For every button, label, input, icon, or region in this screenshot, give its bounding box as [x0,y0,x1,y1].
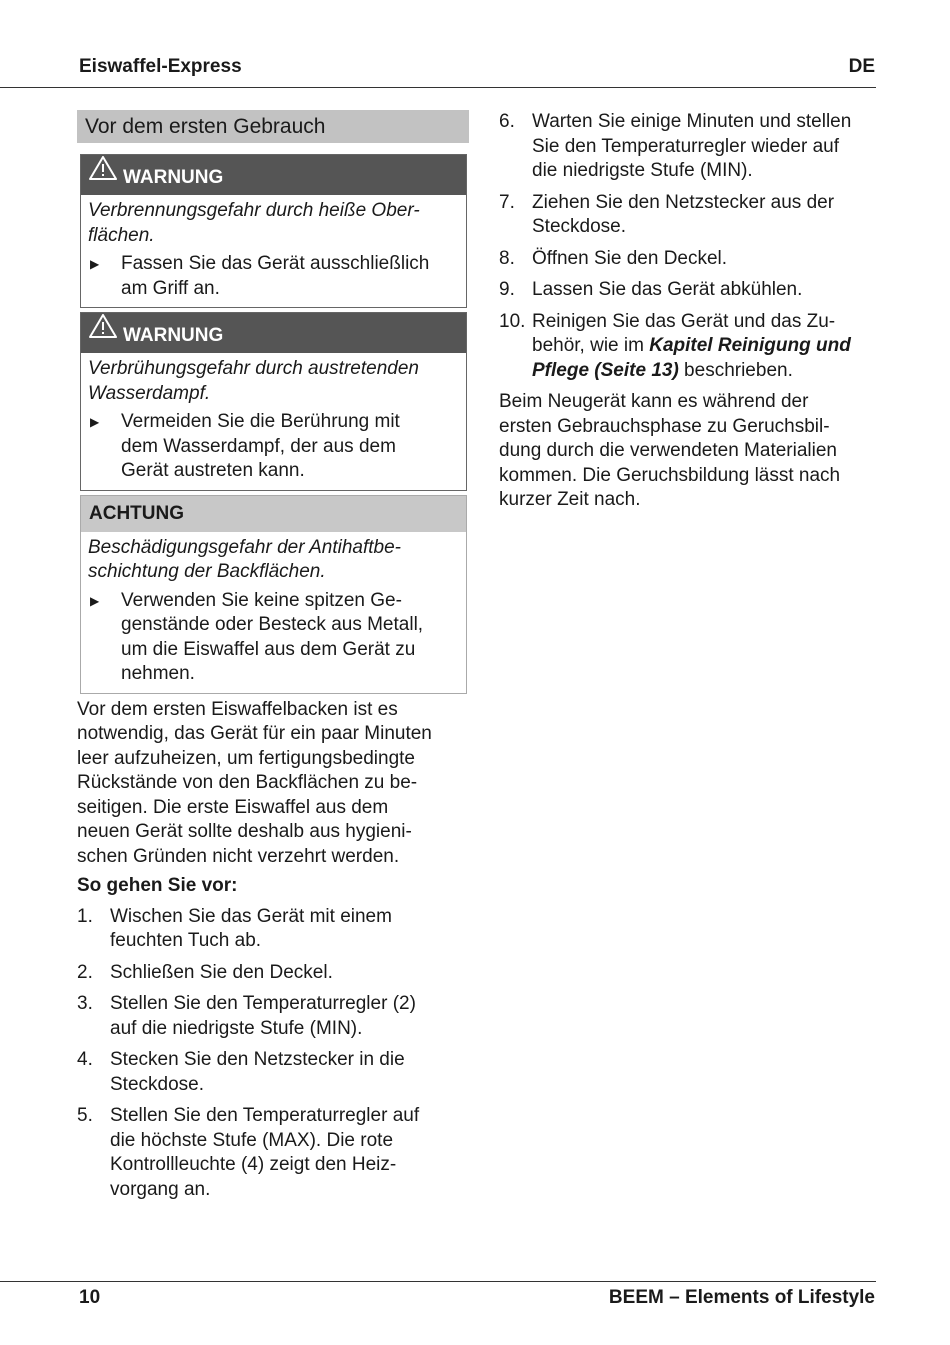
hazard-line: flächen. [88,224,155,246]
caution-box [80,495,467,694]
step-line: Wischen Sie das Gerät mit einem [110,905,392,927]
step-number: 2. [77,961,93,983]
hazard-line: Verbrühungsgefahr durch austretenden [88,358,419,379]
steps-list-right [499,110,884,383]
action-line: Vermeiden Sie die Berührung mit [121,411,400,432]
step-line: auf die niedrigste Stufe (MIN). [110,1017,363,1039]
step-line: die niedrigste Stufe (MIN). [532,160,753,181]
intro-line: leer aufzuheizen, um fertigungsbedingte [77,747,416,769]
step-line: Lassen Sie das Gerät abkühlen. [532,279,803,300]
closing-line: Beim Neugerät kann es während der [499,391,809,412]
step-line: Stecken Sie den Netzstecker in die [110,1049,405,1070]
step-number: 6. [499,111,515,132]
intro-line: Vor dem ersten Eiswaffelbacken ist es [77,698,398,720]
action-line: genstände oder Besteck aus Metall, [121,614,424,635]
action-item [88,589,458,687]
step-item [77,1104,469,1202]
action-line: Gerät austreten kann. [121,460,305,481]
step-item [77,1048,469,1097]
warning-box-burn [80,154,467,308]
step-number: 3. [77,993,93,1014]
caution-header [81,496,466,532]
header-title: Eiswaffel-Express [79,56,242,77]
action-line: am Griff an. [121,277,220,299]
bullet-triangle-icon: ▶ [90,257,100,271]
hazard-line: Wasserdampf. [88,382,211,404]
closing-line: kommen. Die Geruchsbildung lässt nach [499,464,841,486]
left-column [77,110,469,1209]
page-footer [79,1287,875,1311]
step-number: 7. [499,191,515,213]
action-line: dem Wasserdampf, der aus dem [121,435,396,457]
warning-header [81,155,466,195]
step-item [77,905,469,954]
step-number: 4. [77,1049,93,1070]
chapter-reference-link[interactable]: Kapitel Reinigung und [649,335,851,356]
step-line: Steckdose. [110,1073,204,1095]
steps-list-left [77,905,469,1203]
header-rule [0,87,876,88]
step-line: Ziehen Sie den Netzstecker aus der [532,191,835,213]
action-line: Fassen Sie das Gerät ausschließlich [121,253,430,274]
hazard-line: Beschädigungsgefahr der Antihaftbe- [88,536,402,558]
intro-line: schen Gründen nicht verzehrt werden. [77,845,400,867]
warning-header [81,313,466,353]
caution-label: ACHTUNG [89,502,184,524]
step-line: Stellen Sie den Temperaturregler (2) [110,993,416,1014]
caution-body [81,532,466,693]
action-line: Verwenden Sie keine spitzen Ge- [121,589,402,611]
step-item [499,110,884,184]
warning-label: WARNUNG [123,167,224,188]
step-number: 8. [499,247,515,269]
hazard-text [88,536,458,585]
intro-paragraph [77,698,469,870]
hazard-text [88,357,458,406]
closing-line: dung durch die verwendeten Materialien [499,440,837,461]
step-line: vorgang an. [110,1178,211,1200]
warning-triangle-icon [89,314,117,344]
step-line: die höchste Stufe (MAX). Die rote [110,1129,394,1151]
step-item [499,310,884,384]
warning-box-steam [80,312,467,491]
page-header [79,56,875,80]
warning-body [81,195,466,307]
intro-line: notwendig, das Gerät für ein paar Minuten [77,723,432,744]
footer-brand: BEEM – Elements of Lifestyle [608,1287,875,1308]
step-line: Reinigen Sie das Gerät und das Zu- [532,310,836,332]
hazard-line: schichtung der Backflächen. [88,561,326,582]
step-item [77,992,469,1041]
step-line: Schließen Sie den Deckel. [110,961,333,983]
section-title: Vor dem ersten Gebrauch [77,110,469,143]
header-language: DE [848,56,875,77]
intro-line: seitigen. Die erste Eiswaffel aus dem [77,796,389,818]
step-text: behör, wie im [532,335,650,356]
step-number: 5. [77,1105,93,1126]
warning-label: WARNUNG [123,325,224,346]
step-line: Öffnen Sie den Deckel. [532,247,728,269]
step-line: Steckdose. [532,216,626,237]
step-item [499,278,884,303]
step-text: beschrieben. [678,359,793,381]
step-line: Kontrollleuchte (4) zeigt den Heiz- [110,1154,397,1175]
step-line: Stellen Sie den Temperaturregler auf [110,1105,420,1126]
page-number: 10 [79,1287,101,1308]
closing-paragraph [499,390,884,513]
step-item [77,961,469,986]
step-line: Warten Sie einige Minuten und stellen [532,111,852,132]
step-line [532,359,851,384]
warning-triangle-icon [89,156,117,186]
step-number: 9. [499,279,515,300]
hazard-text [88,199,458,248]
closing-line: kurzer Zeit nach. [499,489,641,510]
step-line [532,334,851,359]
right-column [499,110,884,513]
step-line: feuchten Tuch ab. [110,930,262,951]
action-item [88,252,458,301]
intro-line: neuen Gerät sollte deshalb aus hygieni- [77,821,412,842]
step-number: 10. [499,310,526,332]
action-line: um die Eiswaffel aus dem Gerät zu [121,638,416,660]
step-item [499,247,884,272]
procedure-heading: So gehen Sie vor: [77,875,238,896]
footer-rule [0,1281,876,1282]
bullet-triangle-icon: ▶ [90,415,100,429]
action-line: nehmen. [121,663,195,684]
bullet-triangle-icon: ▶ [90,593,100,608]
action-item [88,410,458,484]
step-item [499,191,884,240]
intro-line: Rückstände von den Backflächen zu be- [77,772,418,793]
warning-body [81,353,466,490]
step-line: Sie den Temperaturregler wieder auf [532,135,839,157]
chapter-reference-link[interactable]: Pflege (Seite 13) [532,359,679,381]
step-number: 1. [77,905,93,927]
closing-line: ersten Gebrauchsphase zu Geruchsbil- [499,415,830,437]
hazard-line: Verbrennungsgefahr durch heiße Ober- [88,200,420,221]
